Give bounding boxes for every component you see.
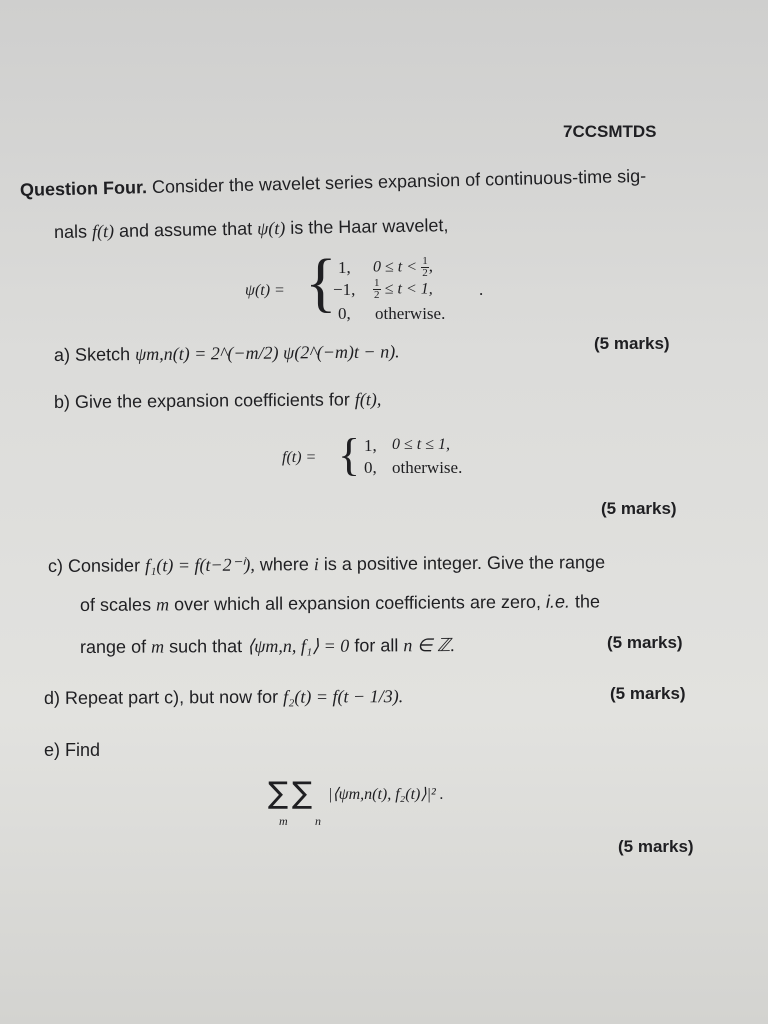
part-c-over: over which all expansion coefficients are zero, (174, 591, 542, 615)
sum-n-icon: ∑ (292, 776, 313, 811)
psi-row1-comma: , (428, 256, 434, 276)
part-b (54, 389, 382, 413)
psi-row1-value: 1, (338, 258, 351, 277)
f-row2-value: 0, (364, 458, 377, 477)
intro-f-of-t: f(t) (91, 220, 115, 242)
question-heading: Question Four. (19, 177, 148, 200)
psi-definition (245, 246, 505, 330)
part-d-label: d) Repeat part c), but now for (43, 686, 279, 708)
part-b-formula: f(t), (354, 389, 382, 410)
part-c-m: m (155, 594, 170, 615)
f-lhs: f(t) = (282, 449, 317, 466)
course-code: 7CCSMTDS (563, 122, 657, 141)
part-d-formula: f₂(t) = f(t − 1/3). (283, 686, 404, 707)
part-d-marks: (5 marks) (610, 684, 686, 703)
part-e-sum-expression (268, 776, 528, 832)
part-c-m2: m (151, 636, 165, 657)
psi-row2-frac (373, 278, 381, 301)
psi-row1-cond-text: 0 ≤ t < (373, 258, 418, 276)
frac-num: 1 (374, 277, 380, 289)
left-brace-f: { (338, 429, 361, 480)
part-e-marks: (5 marks) (618, 837, 694, 856)
part-c-of-scales: of scales (79, 594, 152, 615)
part-c-f1-def: f₁(t) = f(t−2⁻ⁱ), (144, 554, 255, 576)
part-c-where: where (259, 554, 309, 575)
psi-row3-value: 0, (338, 304, 351, 323)
left-brace: { (305, 246, 337, 319)
intro-nals: nals (53, 221, 88, 242)
psi-row2-cond-text: ≤ t < 1, (384, 280, 433, 298)
part-b-label: b) Give the expansion coefficients for (53, 389, 350, 412)
sum-sub-m: m (279, 814, 288, 828)
intro-haar: is the Haar wavelet, (290, 215, 449, 238)
psi-row1-frac (421, 256, 429, 279)
part-d (44, 686, 403, 709)
part-a-formula: ψm,n(t) = 2^(−m/2) ψ(2^(−m)t − n). (134, 341, 400, 365)
part-c-line1 (48, 552, 605, 577)
part-c-range-of: range of (79, 636, 147, 657)
part-c-line3 (80, 635, 455, 658)
part-c-ie: i.e. (545, 591, 571, 612)
part-c-such-that: such that (169, 636, 243, 657)
part-c-label: c) Consider (47, 555, 141, 576)
intro-text-1: Consider the wavelet series expansion of continuous-time sig- (151, 165, 647, 198)
part-c-positive: is a positive integer. Give the range (323, 552, 606, 575)
question-intro-line1 (20, 166, 647, 201)
f-definition (282, 429, 492, 484)
f-row1-value: 1, (364, 436, 377, 455)
psi-row2-value: −1, (333, 280, 356, 299)
sum-m-icon: ∑ (268, 776, 289, 811)
psi-row2-condition (373, 278, 433, 301)
f-row1-cond: 0 ≤ t ≤ 1, (392, 436, 451, 453)
sum-sub-n: n (315, 814, 321, 828)
part-c-n-in-z: n ∈ ℤ. (403, 635, 455, 656)
f-row2-cond: otherwise. (392, 458, 463, 477)
part-c-line2 (80, 591, 600, 616)
intro-psi-of-t: ψ(t) (256, 217, 286, 239)
part-c-for-all: for all (354, 635, 399, 656)
part-c-inner-product: ⟨ψm,n, f₁⟩ = 0 (247, 635, 350, 657)
frac-den: 2 (374, 289, 380, 301)
part-a-marks: (5 marks) (594, 334, 670, 353)
intro-and-assume: and assume that (118, 218, 253, 241)
psi-row1-condition (373, 256, 433, 279)
psi-lhs: ψ(t) = (245, 282, 285, 299)
part-e-label: e) Find (44, 740, 101, 760)
part-c-marks: (5 marks) (607, 633, 683, 652)
part-e-formula: |⟨ψm,n(t), f₂(t)⟩|² . (328, 786, 444, 803)
part-c-i: i (313, 554, 319, 575)
part-b-marks: (5 marks) (601, 499, 677, 518)
part-c-the: the (574, 591, 601, 612)
psi-trailing-dot: . (479, 280, 484, 299)
psi-row3-condition: otherwise. (375, 304, 446, 323)
part-a (54, 341, 400, 366)
question-intro-line2 (54, 215, 449, 243)
frac-den: 2 (422, 267, 428, 279)
part-a-label: a) Sketch (53, 344, 131, 365)
frac-num: 1 (422, 255, 428, 267)
